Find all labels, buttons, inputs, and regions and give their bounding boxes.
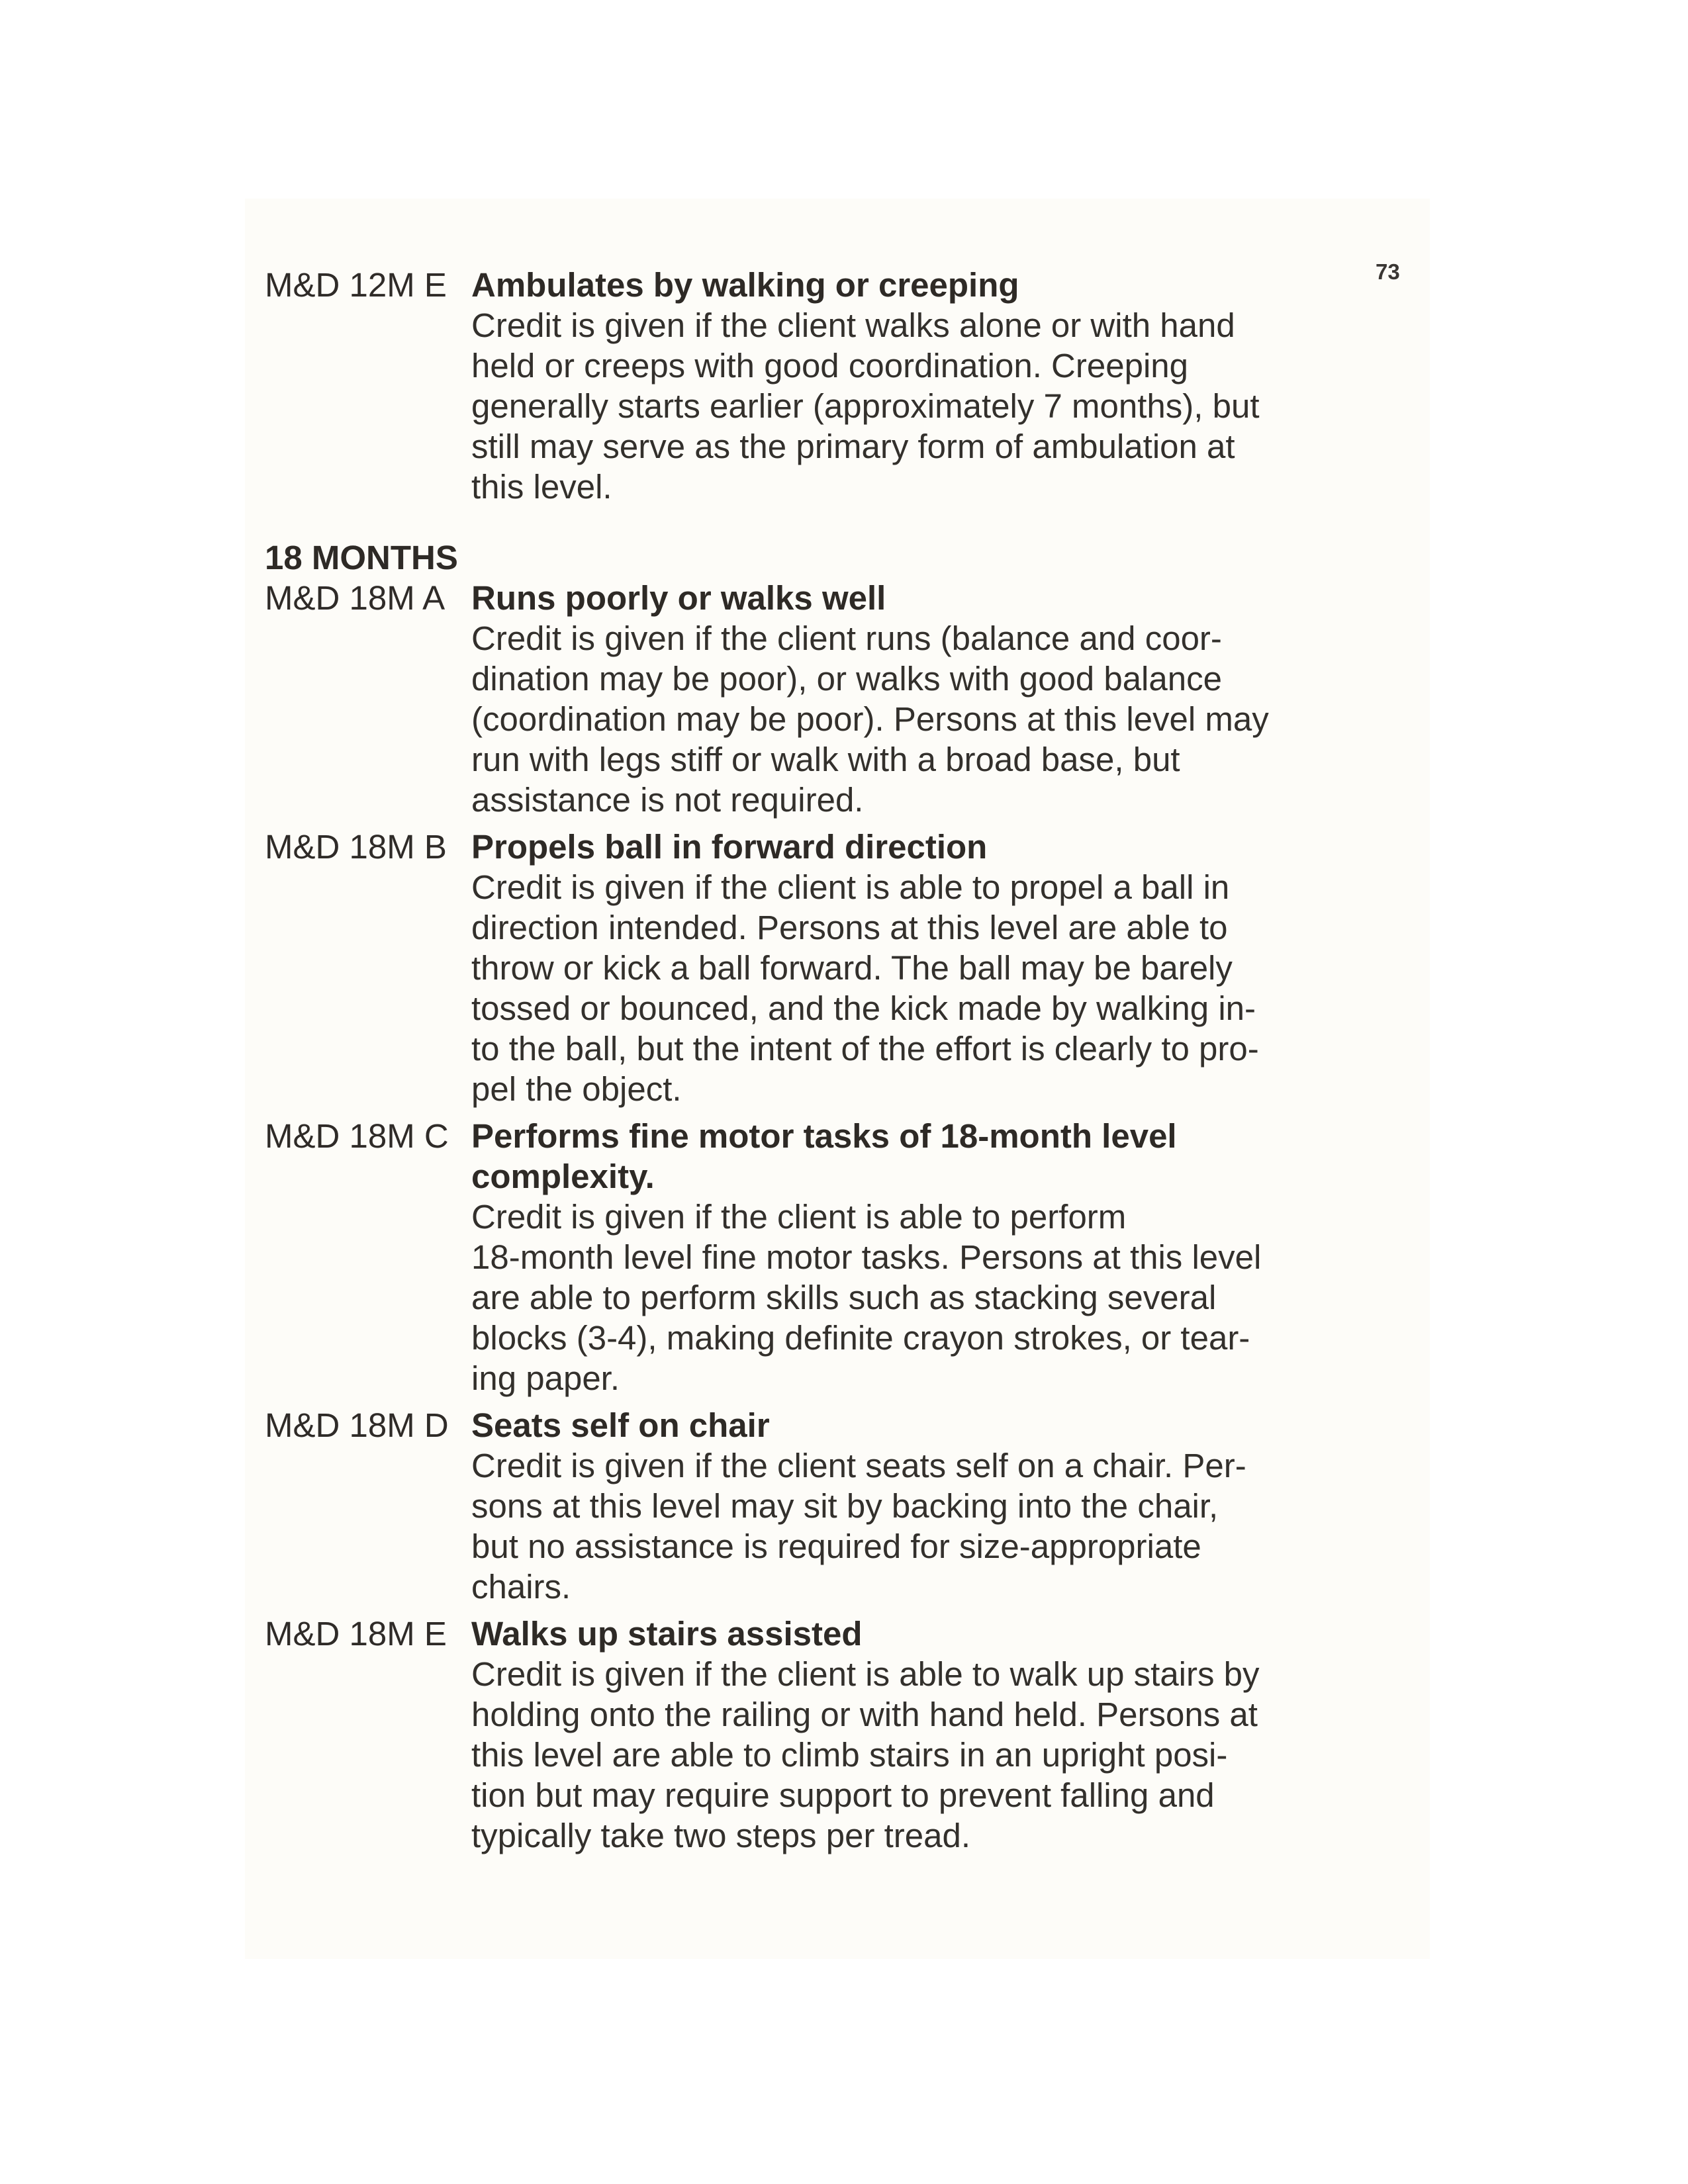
entry-description xyxy=(471,867,1364,1109)
section-heading: 18 MONTHS xyxy=(265,539,458,576)
description-line: still may serve as the primary form of ambulation at xyxy=(471,428,1235,465)
entry-body xyxy=(471,827,1364,1109)
entry-title: Walks up stairs assisted xyxy=(471,1615,863,1653)
entry-18m-c xyxy=(265,1116,1364,1398)
page-content xyxy=(265,265,1364,1862)
entry-title: Performs fine motor tasks of 18-month level complexity. xyxy=(471,1117,1177,1195)
description-line: but no assistance is required for size-appropriate xyxy=(471,1527,1201,1565)
entry-title: Runs poorly or walks well xyxy=(471,579,886,617)
description-line: chairs. xyxy=(471,1568,571,1606)
entry-code: M&D 18M B xyxy=(265,828,447,866)
description-line: dination may be poor), or walks with good balance xyxy=(471,660,1222,698)
description-line: holding onto the railing or with hand held. Persons at xyxy=(471,1696,1258,1733)
entry-description xyxy=(471,1197,1364,1398)
description-line: (coordination may be poor). Persons at this level may xyxy=(471,700,1269,738)
entry-code: M&D 18M C xyxy=(265,1117,449,1155)
description-line: Credit is given if the client is able to walk up stairs by xyxy=(471,1655,1260,1693)
description-line: assistance is not required. xyxy=(471,781,864,819)
entry-code: M&D 12M E xyxy=(265,266,447,304)
description-line: 18-month level fine motor tasks. Persons at this level xyxy=(471,1238,1262,1276)
entry-title: Ambulates by walking or creeping xyxy=(471,266,1019,304)
description-line: tossed or bounced, and the kick made by walking in- xyxy=(471,989,1256,1027)
page-number: 73 xyxy=(1376,259,1400,284)
entry-12m-e xyxy=(265,265,1364,507)
entry-body xyxy=(471,1405,1364,1607)
description-line: generally starts earlier (approximately 7 months), but xyxy=(471,387,1260,425)
entry-description xyxy=(471,1654,1364,1856)
description-line: Credit is given if the client runs (balance and coor- xyxy=(471,619,1222,657)
entry-body xyxy=(471,578,1364,820)
description-line: to the ball, but the intent of the effort is clearly to pro- xyxy=(471,1030,1259,1068)
entry-body xyxy=(471,265,1364,507)
description-line: typically take two steps per tread. xyxy=(471,1817,971,1854)
description-line: direction intended. Persons at this level are able to xyxy=(471,909,1228,946)
entry-body xyxy=(471,1116,1364,1398)
entry-description xyxy=(471,1445,1364,1607)
description-line: ing paper. xyxy=(471,1359,620,1397)
description-line: Credit is given if the client seats self on a chair. Per- xyxy=(471,1447,1246,1484)
entry-18m-b xyxy=(265,827,1364,1109)
entry-title: Seats self on chair xyxy=(471,1406,770,1444)
description-line: pel the object. xyxy=(471,1070,682,1108)
entry-description xyxy=(471,618,1364,820)
entry-18m-a xyxy=(265,578,1364,820)
description-line: throw or kick a ball forward. The ball may be barely xyxy=(471,949,1233,987)
description-line: are able to perform skills such as stacking several xyxy=(471,1279,1217,1316)
description-line: Credit is given if the client walks alone or with hand xyxy=(471,306,1235,344)
entry-body xyxy=(471,1614,1364,1856)
entry-code: M&D 18M A xyxy=(265,579,445,617)
entry-code: M&D 18M E xyxy=(265,1615,447,1653)
description-line: sons at this level may sit by backing into the chair, xyxy=(471,1487,1219,1525)
entry-code: M&D 18M D xyxy=(265,1406,449,1444)
description-line: tion but may require support to prevent falling and xyxy=(471,1776,1215,1814)
entry-18m-d xyxy=(265,1405,1364,1607)
description-line: Credit is given if the client is able to propel a ball in xyxy=(471,868,1230,906)
entry-18m-e xyxy=(265,1614,1364,1856)
description-line: held or creeps with good coordination. Creeping xyxy=(471,347,1189,385)
description-line: this level are able to climb stairs in an upright posi- xyxy=(471,1736,1228,1774)
description-line: this level. xyxy=(471,468,612,506)
description-line: Credit is given if the client is able to perform xyxy=(471,1198,1127,1236)
description-line: run with legs stiff or walk with a broad base, but xyxy=(471,741,1180,778)
description-line: blocks (3-4), making definite crayon strokes, or tear- xyxy=(471,1319,1250,1357)
entry-title: Propels ball in forward direction xyxy=(471,828,988,866)
entry-description xyxy=(471,305,1364,507)
